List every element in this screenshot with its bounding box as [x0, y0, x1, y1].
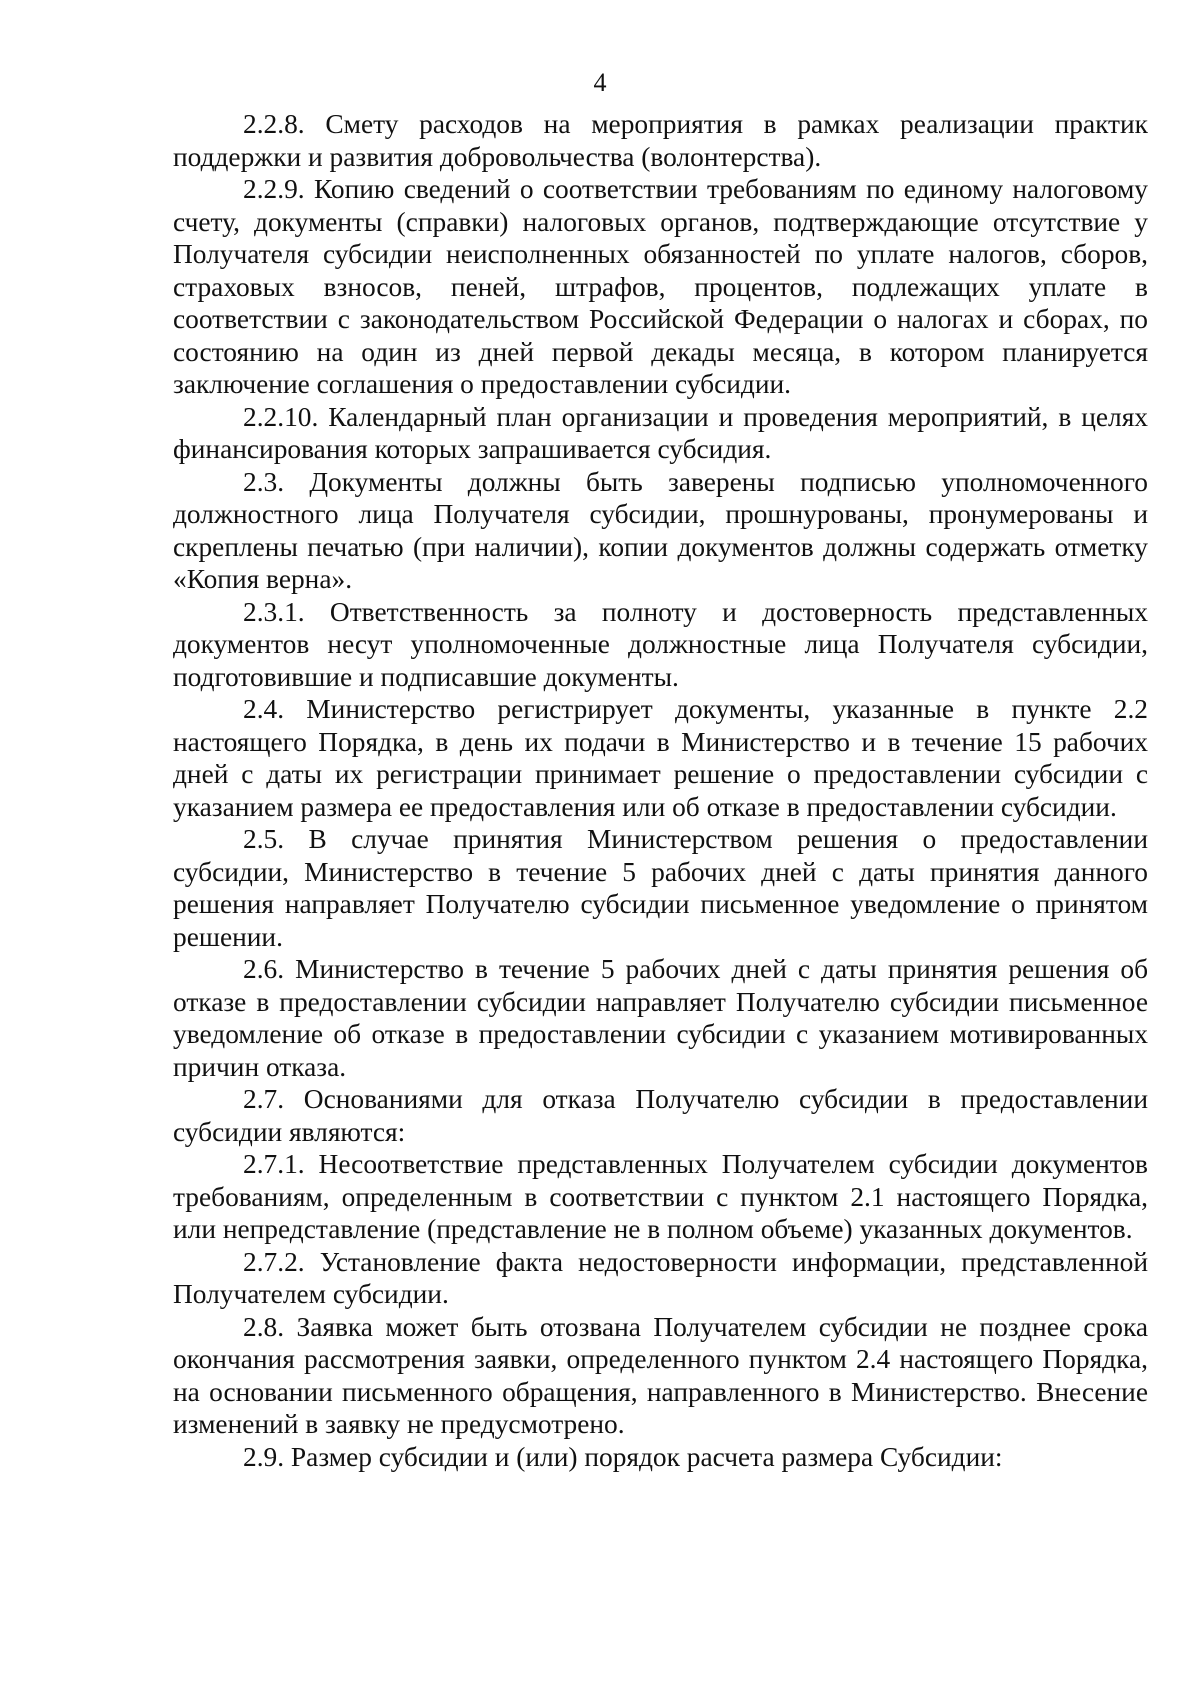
- paragraph-2-5: 2.5. В случае принятия Министерством решения о предоставлении субсидии, Министерство в течение 5 рабочих дней с даты принятия данного решения направляет Получателю субсидии письменное уведомление о принятом решении.: [173, 824, 1148, 952]
- paragraph-2-3: 2.3. Документы должны быть заверены подписью уполномоченного должностного лица Получателя субсидии, прошнурованы, пронумерованы и скреплены печатью (при наличии), копии документов должны содержать отметку «Копия верна».: [173, 466, 1148, 594]
- paragraph-2-3-1: 2.3.1. Ответственность за полноту и достоверность представленных документов несут уполномоченные должностные лица Получателя субсидии, подготовившие и подписавшие документы.: [173, 596, 1148, 692]
- paragraph-2-2-9: 2.2.9. Копию сведений о соответствии требованиям по единому налоговому счету, документы (справки) налоговых органов, подтверждающие отсутствие у Получателя субсидии неисполненных обязанностей по уплате налогов, сборов, страховых взносов, пеней, штрафов, процентов, подлежащих уплате в соответствии с законодательством Российской Федерации о налогах и сборах, по состоянию на один из дней первой декады месяца, в котором планируется заключение соглашения о предоставлении субсидии.: [173, 174, 1148, 399]
- paragraph-2-2-10: 2.2.10. Календарный план организации и проведения мероприятий, в целях финансирования которых запрашивается субсидия.: [173, 401, 1148, 464]
- paragraph-2-8: 2.8. Заявка может быть отозвана Получателем субсидии не позднее срока окончания рассмотрения заявки, определенного пунктом 2.4 настоящего Порядка, на основании письменного обращения, направленного в Министерство. Внесение изменений в заявку не предусмотрено.: [173, 1311, 1148, 1439]
- page-number: 4: [593, 68, 607, 97]
- paragraph-2-4: 2.4. Министерство регистрирует документы, указанные в пункте 2.2 настоящего Порядка, в день их подачи в Министерство и в течение 15 рабочих дней с даты их регистрации принимает решение о предоставлении субсидии с указанием размера ее предоставления или об отказе в предоставлении субсидии.: [173, 694, 1148, 822]
- document-body: [173, 108, 1148, 1473]
- paragraph-2-7-1: 2.7.1. Несоответствие представленных Получателем субсидии документов требованиям, определенным в соответствии с пунктом 2.1 настоящего Порядка, или непредставление (представление не в полном объеме) указанных документов.: [173, 1149, 1148, 1244]
- paragraph-2-7: 2.7. Основаниями для отказа Получателю субсидии в предоставлении субсидии являются:: [173, 1084, 1148, 1147]
- paragraph-2-6: 2.6. Министерство в течение 5 рабочих дней с даты принятия решения об отказе в предоставлении субсидии направляет Получателю субсидии письменное уведомление об отказе в предоставлении субсидии с указанием мотивированных причин отказа.: [173, 954, 1148, 1082]
- paragraph-2-2-8: 2.2.8. Смету расходов на мероприятия в рамках реализации практик поддержки и развития добровольчества (волонтерства).: [173, 109, 1148, 172]
- paragraph-2-9: 2.9. Размер субсидии и (или) порядок расчета размера Субсидии:: [243, 1441, 1003, 1472]
- paragraph-2-7-2: 2.7.2. Установление факта недостоверности информации, представленной Получателем субсидии.: [173, 1246, 1148, 1309]
